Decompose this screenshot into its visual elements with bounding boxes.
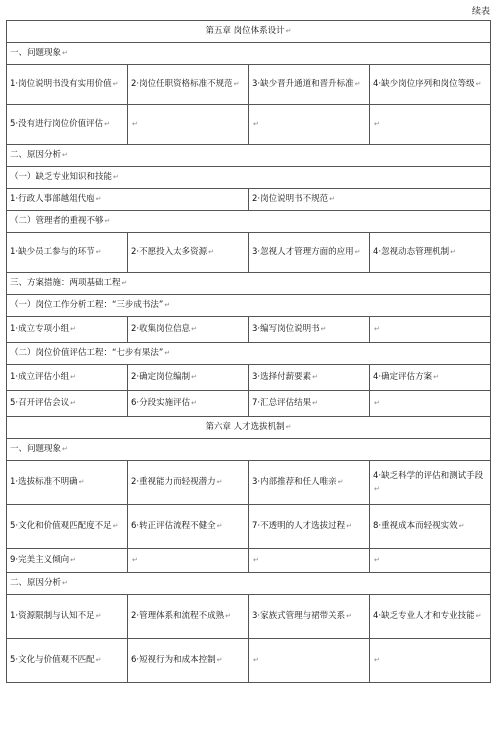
cell-text: 3·缺少晋升通道和晋升标准 <box>252 79 354 90</box>
paragraph-mark-icon: ↵ <box>312 373 318 382</box>
section-heading <box>7 145 491 167</box>
document-table <box>6 20 491 683</box>
table-cell <box>128 549 249 573</box>
cell-text: 5·文化与价值观不匹配 <box>10 655 95 666</box>
cell-text: 7·不透明的人才选拔过程 <box>252 521 346 532</box>
cell-text: 1·选拔标准不明确 <box>10 477 78 488</box>
cell-text: 3·忽视人才管理方面的应用 <box>252 247 354 258</box>
paragraph-mark-icon: ↵ <box>374 399 380 408</box>
paragraph-mark-icon: ↵ <box>164 349 171 358</box>
table-cell <box>370 461 491 505</box>
paragraph-mark-icon: ↵ <box>374 484 380 493</box>
table-cell <box>370 639 491 683</box>
table-cell <box>249 317 370 343</box>
paragraph-mark-icon: ↵ <box>95 195 102 204</box>
paragraph-mark-icon: ↵ <box>253 656 259 665</box>
table-cell <box>370 549 491 573</box>
table-row <box>7 21 491 43</box>
paragraph-mark-icon: ↵ <box>354 248 361 257</box>
table-cell <box>370 65 491 105</box>
section-heading <box>7 439 491 461</box>
table-row <box>7 167 491 189</box>
cell-text: （一）岗位工作分析工程：“三步成书法” <box>10 300 164 311</box>
paragraph-mark-icon: ↵ <box>354 80 361 89</box>
table-cell <box>370 105 491 145</box>
table-cell <box>128 505 249 549</box>
cell-text: 6·转正评估流程不健全 <box>131 521 216 532</box>
cell-text: 3·选择付薪要素 <box>252 372 312 383</box>
section-heading <box>7 273 491 295</box>
paragraph-mark-icon: ↵ <box>113 173 119 182</box>
cell-text: 2·确定岗位编制 <box>131 372 191 383</box>
paragraph-mark-icon: ↵ <box>112 80 119 89</box>
table-cell <box>128 65 249 105</box>
paragraph-mark-icon: ↵ <box>191 325 197 334</box>
table-row <box>7 43 491 65</box>
subsection-heading <box>7 295 491 317</box>
paragraph-mark-icon: ↵ <box>70 556 76 565</box>
section-heading <box>7 43 491 65</box>
cell-text: 9·完美主义倾向 <box>10 555 70 566</box>
table-row <box>7 65 491 105</box>
paragraph-mark-icon: ↵ <box>104 120 110 129</box>
subsection-heading <box>7 167 491 189</box>
cell-text: 第五章 岗位体系设计 <box>205 26 285 37</box>
paragraph-mark-icon: ↵ <box>233 80 240 89</box>
section-heading <box>7 573 491 595</box>
paragraph-mark-icon: ↵ <box>95 612 102 621</box>
cell-text: 3·编写岗位说明书 <box>252 324 320 335</box>
cell-text: 4·缺少岗位序列和岗位等级 <box>373 79 475 90</box>
paragraph-mark-icon: ↵ <box>216 656 223 665</box>
table-row <box>7 417 491 439</box>
cell-text: 6·分段实施评估 <box>131 398 191 409</box>
table-row <box>7 549 491 573</box>
table-cell <box>249 233 370 273</box>
table-cell <box>249 595 370 639</box>
paragraph-mark-icon: ↵ <box>78 478 85 487</box>
cell-text: 1·成立评估小组 <box>10 372 70 383</box>
cell-text: （二）岗位价值评估工程：“七步有果法” <box>10 348 164 359</box>
table-row <box>7 461 491 505</box>
table-cell <box>128 639 249 683</box>
table-row <box>7 295 491 317</box>
cell-text: 二、原因分析 <box>10 578 62 589</box>
paragraph-mark-icon: ↵ <box>253 120 259 129</box>
table-row <box>7 273 491 295</box>
table-cell <box>249 105 370 145</box>
table-cell <box>370 595 491 639</box>
paragraph-mark-icon: ↵ <box>132 556 138 565</box>
table-row <box>7 343 491 365</box>
cell-text: 3·家族式管理与裙带关系 <box>252 611 346 622</box>
table-cell <box>128 317 249 343</box>
table-cell <box>128 461 249 505</box>
cell-text: 1·岗位说明书没有实用价值 <box>10 79 112 90</box>
paragraph-mark-icon: ↵ <box>70 373 76 382</box>
paragraph-mark-icon: ↵ <box>458 522 465 531</box>
table-cell <box>128 391 249 417</box>
paragraph-mark-icon: ↵ <box>346 522 352 531</box>
table-row <box>7 189 491 211</box>
paragraph-mark-icon: ↵ <box>253 556 259 565</box>
table-cell <box>370 505 491 549</box>
paragraph-mark-icon: ↵ <box>374 120 380 129</box>
cell-text: 1·行政人事部越俎代庖 <box>10 194 95 205</box>
table-cell <box>128 365 249 391</box>
cell-text: 2·重视能力而轻视潜力 <box>131 477 216 488</box>
cell-text: 4·缺乏专业人才和专业技能 <box>373 611 475 622</box>
paragraph-mark-icon: ↵ <box>216 478 223 487</box>
table-cell <box>7 639 128 683</box>
table-cell <box>249 461 370 505</box>
cell-text: 7·汇总评估结果 <box>252 398 312 409</box>
paragraph-mark-icon: ↵ <box>62 49 68 58</box>
paragraph-mark-icon: ↵ <box>70 325 76 334</box>
paragraph-mark-icon: ↵ <box>312 399 318 408</box>
paragraph-mark-icon: ↵ <box>216 522 223 531</box>
table-cell <box>7 317 128 343</box>
paragraph-mark-icon: ↵ <box>433 373 439 382</box>
table-row <box>7 505 491 549</box>
table-cell <box>128 105 249 145</box>
cell-text: 4·缺乏科学的评估和测试手段 <box>373 471 484 481</box>
table-cell <box>249 391 370 417</box>
table-cell <box>7 595 128 639</box>
subsection-heading <box>7 211 491 233</box>
paragraph-mark-icon: ↵ <box>374 656 380 665</box>
table-row <box>7 639 491 683</box>
paragraph-mark-icon: ↵ <box>112 522 119 531</box>
cell-text: 第六章 人才选拔机制 <box>205 422 285 433</box>
cell-text: 1·缺少员工参与的环节 <box>10 247 95 258</box>
cell-text: 2·收集岗位信息 <box>131 324 191 335</box>
table-cell <box>7 461 128 505</box>
cell-text: 三、方案措施：两项基础工程 <box>10 278 121 289</box>
table-cell <box>7 365 128 391</box>
table-row <box>7 317 491 343</box>
paragraph-mark-icon: ↵ <box>121 279 128 288</box>
chapter-title <box>7 417 491 439</box>
table-cell <box>7 105 128 145</box>
cell-text: 8·重视成本而轻视实效 <box>373 521 458 532</box>
cell-text: 2·岗位说明书不规范 <box>252 194 329 205</box>
table-cell <box>249 365 370 391</box>
paragraph-mark-icon: ↵ <box>208 248 214 257</box>
table-row <box>7 233 491 273</box>
paragraph-mark-icon: ↵ <box>329 195 335 204</box>
table-row <box>7 439 491 461</box>
cell-text: 2·岗位任职资格标准不规范 <box>131 79 233 90</box>
table-cell <box>249 639 370 683</box>
paragraph-mark-icon: ↵ <box>475 612 482 621</box>
cell-text: 5·文化和价值观匹配度不足 <box>10 521 112 532</box>
cell-text: 5·没有进行岗位价值评估 <box>10 119 104 130</box>
paragraph-mark-icon: ↵ <box>70 399 76 408</box>
cell-text: 2·管理体系和流程不成熟 <box>131 611 225 622</box>
table-cell <box>370 391 491 417</box>
cell-text: 1·成立专项小组 <box>10 324 70 335</box>
table-row <box>7 211 491 233</box>
paragraph-mark-icon: ↵ <box>191 373 197 382</box>
cell-text: 5·召开评估会议 <box>10 398 70 409</box>
table-cell <box>370 317 491 343</box>
paragraph-mark-icon: ↵ <box>374 325 380 334</box>
cell-text: 一、问题现象 <box>10 48 62 59</box>
paragraph-mark-icon: ↵ <box>132 120 138 129</box>
paragraph-mark-icon: ↵ <box>346 612 352 621</box>
cell-text: 二、原因分析 <box>10 150 62 161</box>
cell-text: 3·内部推荐和任人唯亲 <box>252 477 337 488</box>
table-row <box>7 391 491 417</box>
table-cell <box>370 365 491 391</box>
paragraph-mark-icon: ↵ <box>337 478 344 487</box>
paragraph-mark-icon: ↵ <box>164 301 171 310</box>
table-row <box>7 365 491 391</box>
paragraph-mark-icon: ↵ <box>475 80 482 89</box>
cell-text: 4·确定评估方案 <box>373 372 433 383</box>
table-cell <box>7 233 128 273</box>
table-cell <box>7 505 128 549</box>
chapter-title <box>7 21 491 43</box>
subsection-heading <box>7 343 491 365</box>
table-cell <box>7 189 249 211</box>
cell-text: （二）管理者的重视不够 <box>10 216 104 227</box>
table-cell <box>128 595 249 639</box>
table-row <box>7 105 491 145</box>
table-cell <box>128 233 249 273</box>
paragraph-mark-icon: ↵ <box>320 325 327 334</box>
paragraph-mark-icon: ↵ <box>450 248 456 257</box>
table-cell <box>249 505 370 549</box>
cell-text: 2·不愿投入太多资源 <box>131 247 208 258</box>
paragraph-mark-icon: ↵ <box>95 656 102 665</box>
paragraph-mark-icon: ↵ <box>374 556 380 565</box>
table-cell <box>249 549 370 573</box>
table-cell <box>7 549 128 573</box>
cell-text: 4·忽视动态管理机制 <box>373 247 450 258</box>
paragraph-mark-icon: ↵ <box>285 423 292 432</box>
table-cell <box>249 65 370 105</box>
table-cell <box>7 65 128 105</box>
paragraph-mark-icon: ↵ <box>191 399 197 408</box>
paragraph-mark-icon: ↵ <box>62 579 68 588</box>
paragraph-mark-icon: ↵ <box>285 27 292 36</box>
cell-text: 一、问题现象 <box>10 444 62 455</box>
paragraph-mark-icon: ↵ <box>62 445 68 454</box>
paragraph-mark-icon: ↵ <box>95 248 102 257</box>
continued-label: 续表 <box>471 7 490 17</box>
paragraph-mark-icon: ↵ <box>62 151 68 160</box>
table-row <box>7 573 491 595</box>
table-row <box>7 145 491 167</box>
cell-text: （一）缺乏专业知识和技能 <box>10 172 113 183</box>
table-cell <box>249 189 491 211</box>
table-cell <box>7 391 128 417</box>
table-cell <box>370 233 491 273</box>
table-row <box>7 595 491 639</box>
paragraph-mark-icon: ↵ <box>225 612 231 621</box>
cell-text: 6·短视行为和成本控制 <box>131 655 216 666</box>
cell-text: 1·资源限制与认知不足 <box>10 611 95 622</box>
paragraph-mark-icon: ↵ <box>104 217 111 226</box>
